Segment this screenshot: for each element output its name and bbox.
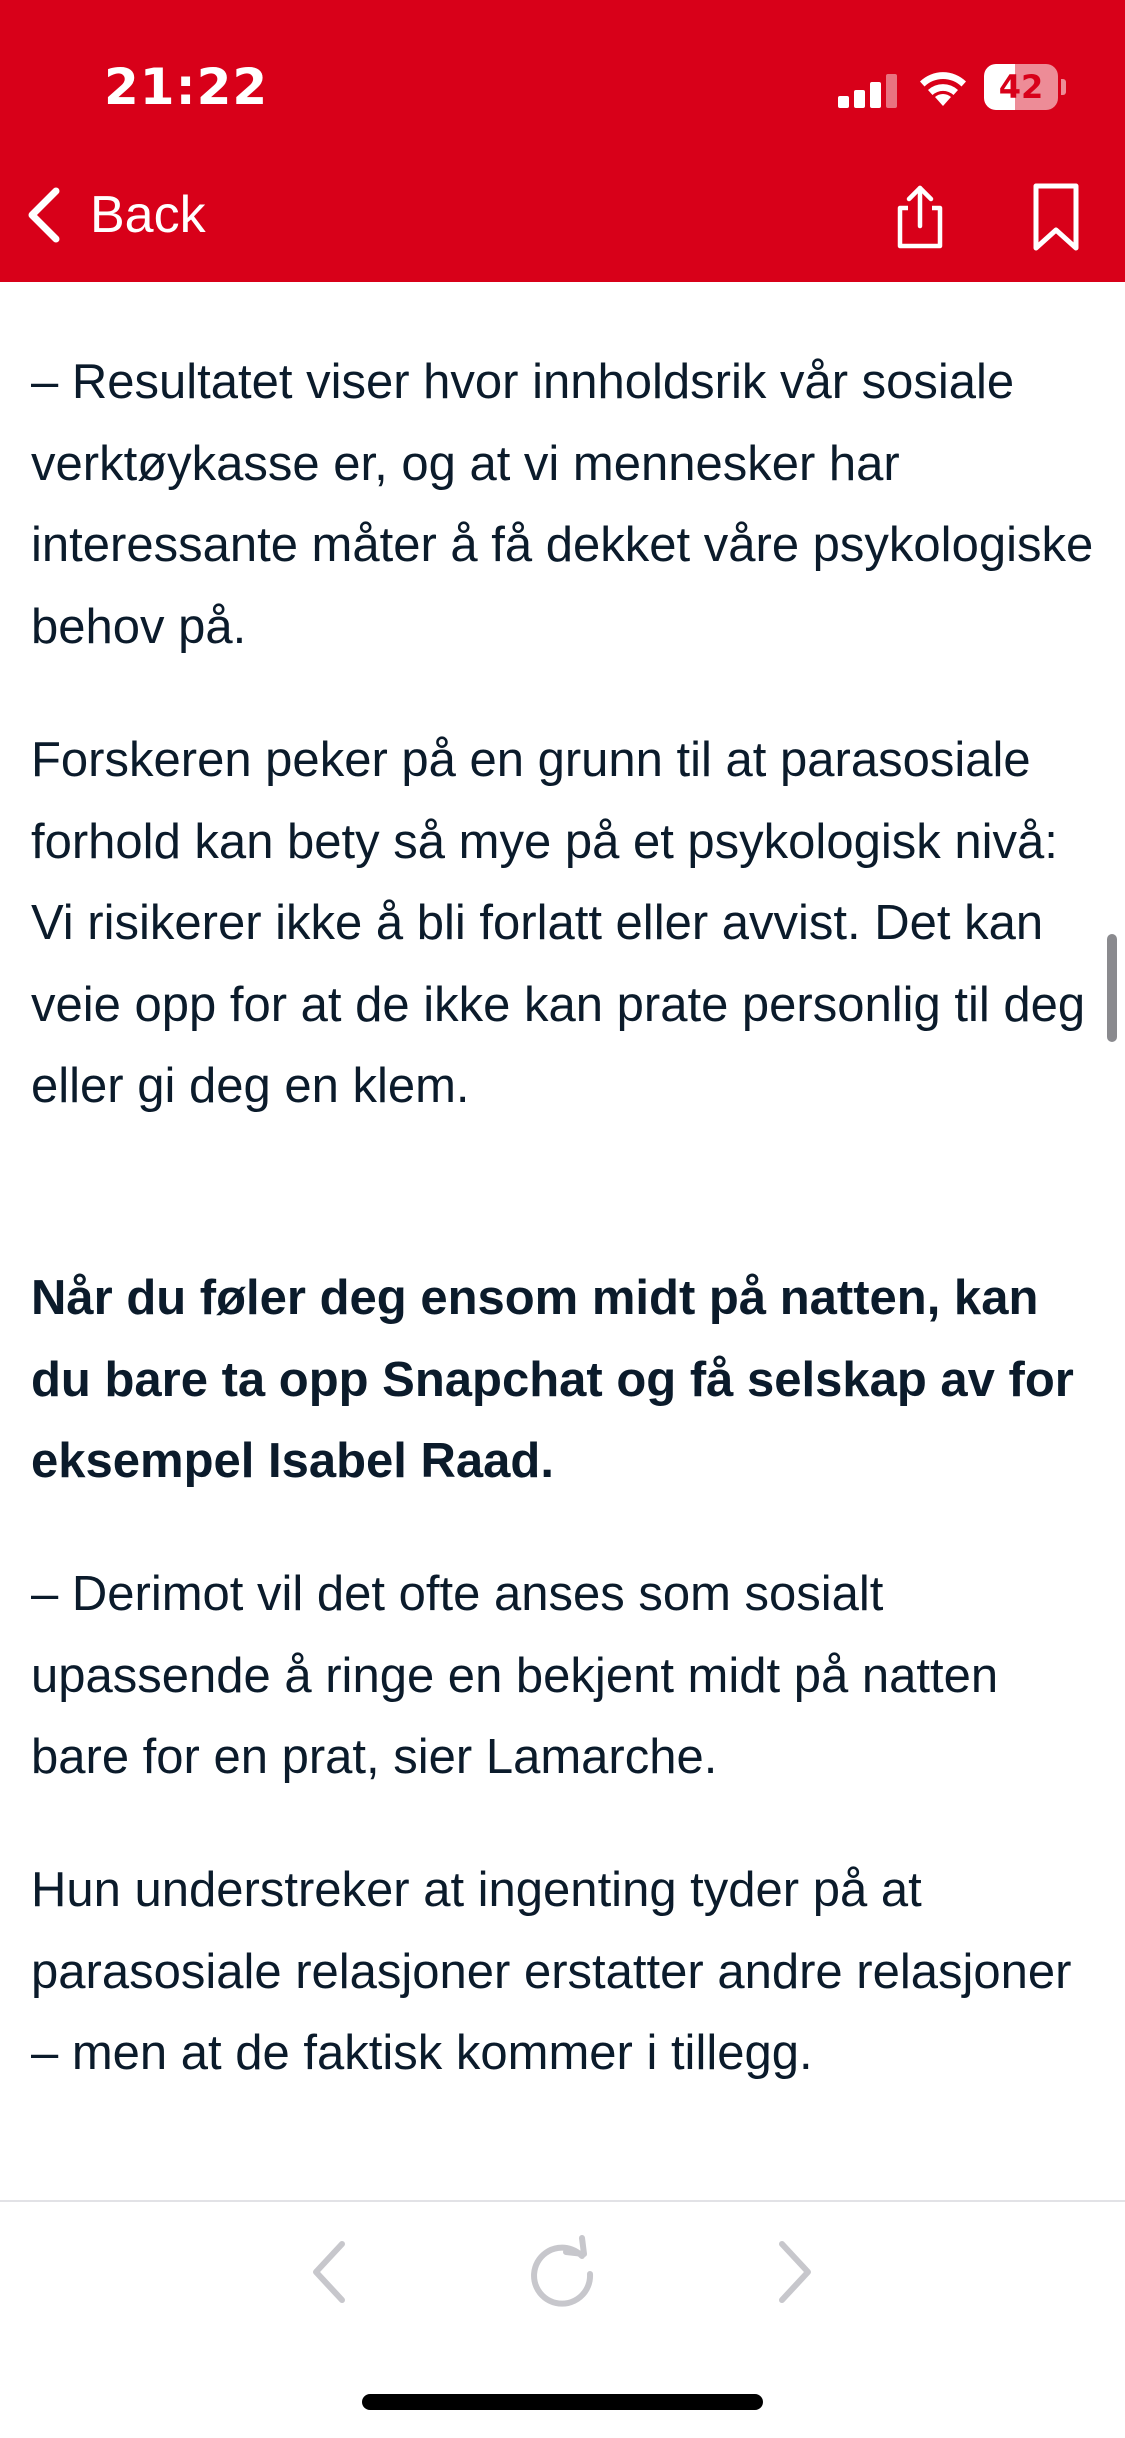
status-time: 21:22 — [104, 58, 269, 116]
forward-arrow-icon[interactable] — [752, 2232, 832, 2312]
bookmark-icon[interactable] — [1026, 180, 1086, 254]
article-body — [0, 282, 1125, 2202]
signal-icon — [838, 72, 900, 108]
battery-level: 42 — [998, 68, 1044, 106]
article-paragraph: Hun understreker at ingenting tyder på at parasosiale relasjoner erstatter andre relasjoner – men at de faktisk kommer i tillegg. — [31, 1863, 1072, 2080]
article-paragraph: – Derimot vil det ofte anses som sosialt upassende å ringe en bekjent midt på natten bare for en prat, sier Lamarche. — [31, 1567, 999, 1784]
article-paragraph-highlight: Når du føler deg ensom midt på natten, kan du bare ta opp Snapchat og få selskap av for eksempel Isabel Raad. — [31, 1271, 1074, 1488]
chevron-left-icon — [24, 185, 64, 245]
wifi-icon — [916, 66, 970, 110]
share-icon[interactable] — [890, 182, 950, 252]
back-button[interactable] — [24, 180, 206, 250]
battery-icon — [984, 64, 1066, 110]
article-paragraph: Forskeren peker på en grunn til at parasosiale forhold kan bety så mye på et psykologisk nivå: Vi risikerer ikke å bli forlatt eller avvist. Det kan veie opp for at de ikke kan prate personlig til deg eller gi deg en klem. — [31, 733, 1086, 1113]
article-paragraph: – Resultatet viser hvor innholdsrik vår sosiale verktøykasse er, og at vi mennesker har interessante måter å få dekket våre psykologiske behov på. — [31, 355, 1094, 654]
back-label: Back — [90, 186, 206, 244]
nav-bar — [0, 160, 1125, 270]
home-indicator[interactable] — [362, 2394, 763, 2410]
status-bar — [0, 0, 1125, 150]
back-arrow-icon[interactable] — [292, 2232, 372, 2312]
reload-icon[interactable] — [522, 2232, 602, 2312]
app-header — [0, 0, 1125, 282]
scroll-indicator[interactable] — [1107, 934, 1117, 1042]
